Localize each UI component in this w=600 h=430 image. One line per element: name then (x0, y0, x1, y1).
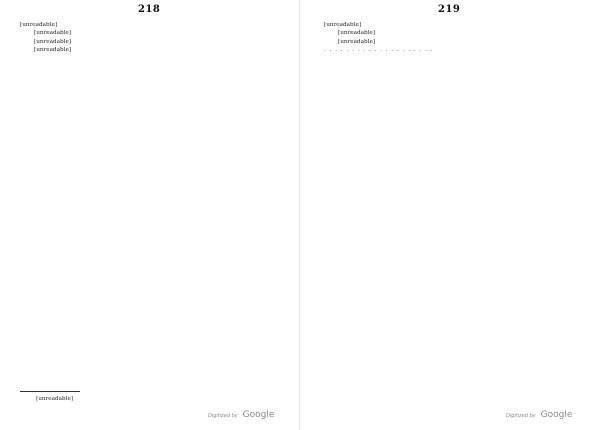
watermark-prefix: Digitized by (506, 413, 536, 419)
right-page-text (324, 22, 586, 56)
watermark-prefix: Digitized by (208, 413, 238, 419)
left-paragraph-3: [unreadable] (34, 38, 72, 45)
watermark-brand: Google (540, 410, 573, 420)
footnote: [unreadable] (36, 396, 74, 402)
right-paragraph-2: [unreadable] (338, 30, 376, 37)
left-paragraph-1: [unreadable] (20, 22, 58, 28)
dot-leader: . . . . . . . . . . . . . . . . . . . . (324, 47, 434, 54)
google-watermark-right (506, 410, 572, 420)
left-paragraph-4: [unreadable] (34, 47, 72, 54)
right-page (300, 0, 600, 430)
left-paragraph-2: [unreadable] (34, 30, 72, 37)
google-watermark-left (208, 410, 274, 420)
right-paragraph-1: [unreadable] (324, 22, 362, 28)
left-page-number: 218 (138, 4, 161, 15)
left-page-text (20, 22, 283, 56)
watermark-brand: Google (242, 410, 275, 420)
footnote-rule (20, 391, 80, 392)
right-page-number: 219 (438, 4, 461, 15)
right-paragraph-3: [unreadable] (338, 38, 376, 45)
